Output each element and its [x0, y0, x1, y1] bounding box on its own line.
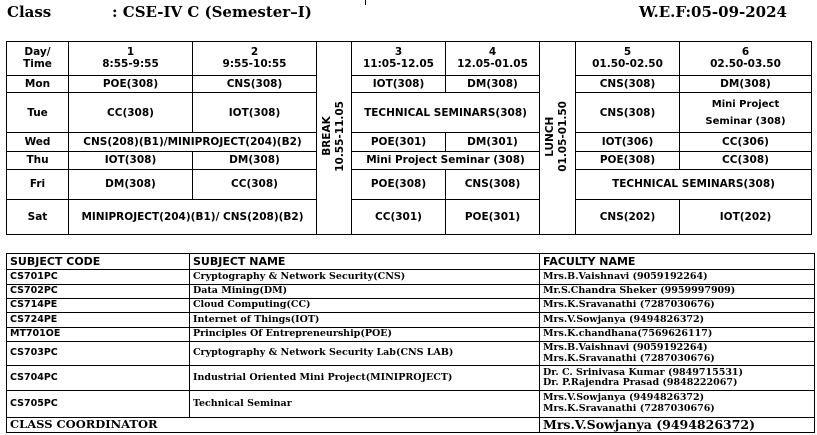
faculty-name: Mrs.K.Sravanathi (7287030676): [540, 298, 815, 312]
cell: CNS(208)(B1)/MINIPROJECT(204)(B2): [69, 133, 317, 152]
day-time-header: Day/ Time: [7, 42, 69, 76]
coordinator-label: CLASS COORDINATOR: [7, 417, 540, 432]
subject-name: Data Mining(DM): [190, 284, 540, 298]
cell: CC(308): [193, 169, 317, 199]
break-column: [317, 42, 352, 235]
table-row: [7, 270, 815, 284]
subject-name: Cryptography & Network Security Lab(CNS LAB): [190, 341, 540, 366]
cell: MINIPROJECT(204)(B1)/ CNS(208)(B2): [69, 200, 317, 235]
class-value: : CSE-IV C (Semester–I): [112, 3, 312, 21]
day-thu: Thu: [7, 152, 69, 170]
cell: CNS(308): [446, 169, 540, 199]
cell: CNS(308): [576, 75, 680, 93]
lunch-label: LUNCH 01.05-01.50: [544, 100, 570, 172]
cell: CC(308): [680, 152, 812, 170]
subject-code: MT701OE: [7, 327, 190, 341]
cell: Mini Project Seminar (308): [680, 93, 812, 133]
lunch-column: [540, 42, 576, 235]
cell: POE(308): [576, 152, 680, 170]
timetable: [6, 41, 812, 235]
break-label: BREAK 10.55-11.05: [320, 100, 346, 172]
subject-name: Principles Of Entrepreneurship(POE): [190, 327, 540, 341]
table-row: [7, 366, 815, 391]
table-row: [7, 341, 815, 366]
cell: DM(308): [193, 152, 317, 170]
period-3-header: 3 11:05-12.05: [352, 42, 446, 76]
subject-code: CS705PC: [7, 391, 190, 418]
cell: IOT(308): [69, 152, 193, 170]
period-1-header: 1 8:55-9:55: [69, 42, 193, 76]
cell: CNS(308): [193, 75, 317, 93]
subject-name: Cloud Computing(CC): [190, 298, 540, 312]
row-mon: [7, 75, 812, 93]
cell: POE(301): [352, 133, 446, 152]
faculty-name: Mrs.V.Sowjanya (9494826372): [540, 313, 815, 327]
cell: POE(308): [352, 169, 446, 199]
coordinator-row: [7, 417, 815, 432]
cell: TECHNICAL SEMINARS(308): [352, 93, 540, 133]
table-row: [7, 298, 815, 312]
cell: CC(308): [69, 93, 193, 133]
faculty-name: Mrs.V.Sowjanya (9494826372) Mrs.K.Sravanathi (7287030676): [540, 391, 815, 418]
cell: TECHNICAL SEMINARS(308): [576, 169, 812, 199]
faculty-name-header: FACULTY NAME: [540, 254, 815, 270]
subject-code: CS724PE: [7, 313, 190, 327]
subject-code: CS714PE: [7, 298, 190, 312]
cell: DM(308): [680, 75, 812, 93]
day-wed: Wed: [7, 133, 69, 152]
cell: DM(301): [446, 133, 540, 152]
faculty-name: Mrs.B.Vaishnavi (9059192264): [540, 270, 815, 284]
cell: DM(308): [446, 75, 540, 93]
row-thu: [7, 152, 812, 170]
table-row: [7, 313, 815, 327]
cell: CC(301): [352, 200, 446, 235]
day-mon: Mon: [7, 75, 69, 93]
subject-code: CS702PC: [7, 284, 190, 298]
row-fri: [7, 169, 812, 199]
row-tue: [7, 93, 812, 133]
row-sat: [7, 200, 812, 235]
cell: IOT(308): [352, 75, 446, 93]
day-fri: Fri: [7, 169, 69, 199]
cell: CNS(202): [576, 200, 680, 235]
row-wed: [7, 133, 812, 152]
subject-code: CS704PC: [7, 366, 190, 391]
subject-name: Technical Seminar: [190, 391, 540, 418]
class-label: Class: [7, 3, 52, 21]
subject-table: [6, 253, 815, 433]
period-4-header: 4 12.05-01.05: [446, 42, 540, 76]
cell: CC(306): [680, 133, 812, 152]
subject-code: CS701PC: [7, 270, 190, 284]
cell: IOT(306): [576, 133, 680, 152]
cell: POE(308): [69, 75, 193, 93]
period-2-header: 2 9:55-10:55: [193, 42, 317, 76]
cell: CNS(308): [576, 93, 680, 133]
wef-date: W.E.F:05-09-2024: [639, 3, 787, 21]
cell: DM(308): [69, 169, 193, 199]
cell: IOT(308): [193, 93, 317, 133]
coordinator-name: Mrs.V.Sowjanya (9494826372): [540, 417, 815, 432]
day-sat: Sat: [7, 200, 69, 235]
faculty-name: Mrs.K.chandhana(7569626117): [540, 327, 815, 341]
faculty-name: Mr.S.Chandra Sheker (9959997909): [540, 284, 815, 298]
subject-header-row: [7, 254, 815, 270]
subject-name: Industrial Oriented Mini Project(MINIPROJECT): [190, 366, 540, 391]
subject-code-header: SUBJECT CODE: [7, 254, 190, 270]
cell: IOT(202): [680, 200, 812, 235]
period-5-header: 5 01.50-02.50: [576, 42, 680, 76]
faculty-name: Mrs.B.Vaishnavi (9059192264) Mrs.K.Sravanathi (7287030676): [540, 341, 815, 366]
subject-name: Cryptography & Network Security(CNS): [190, 270, 540, 284]
table-row: [7, 327, 815, 341]
table-row: [7, 391, 815, 418]
timetable-header-row: [7, 42, 812, 76]
cell: POE(301): [446, 200, 540, 235]
header-divider-mark: [365, 0, 366, 5]
day-tue: Tue: [7, 93, 69, 133]
faculty-name: Dr. C. Srinivasa Kumar (9849715531) Dr. P.Rajendra Prasad (9848222067): [540, 366, 815, 391]
subject-code: CS703PC: [7, 341, 190, 366]
period-6-header: 6 02.50-03.50: [680, 42, 812, 76]
subject-name-header: SUBJECT NAME: [190, 254, 540, 270]
cell: Mini Project Seminar (308): [352, 152, 540, 170]
table-row: [7, 284, 815, 298]
subject-name: Internet of Things(IOT): [190, 313, 540, 327]
